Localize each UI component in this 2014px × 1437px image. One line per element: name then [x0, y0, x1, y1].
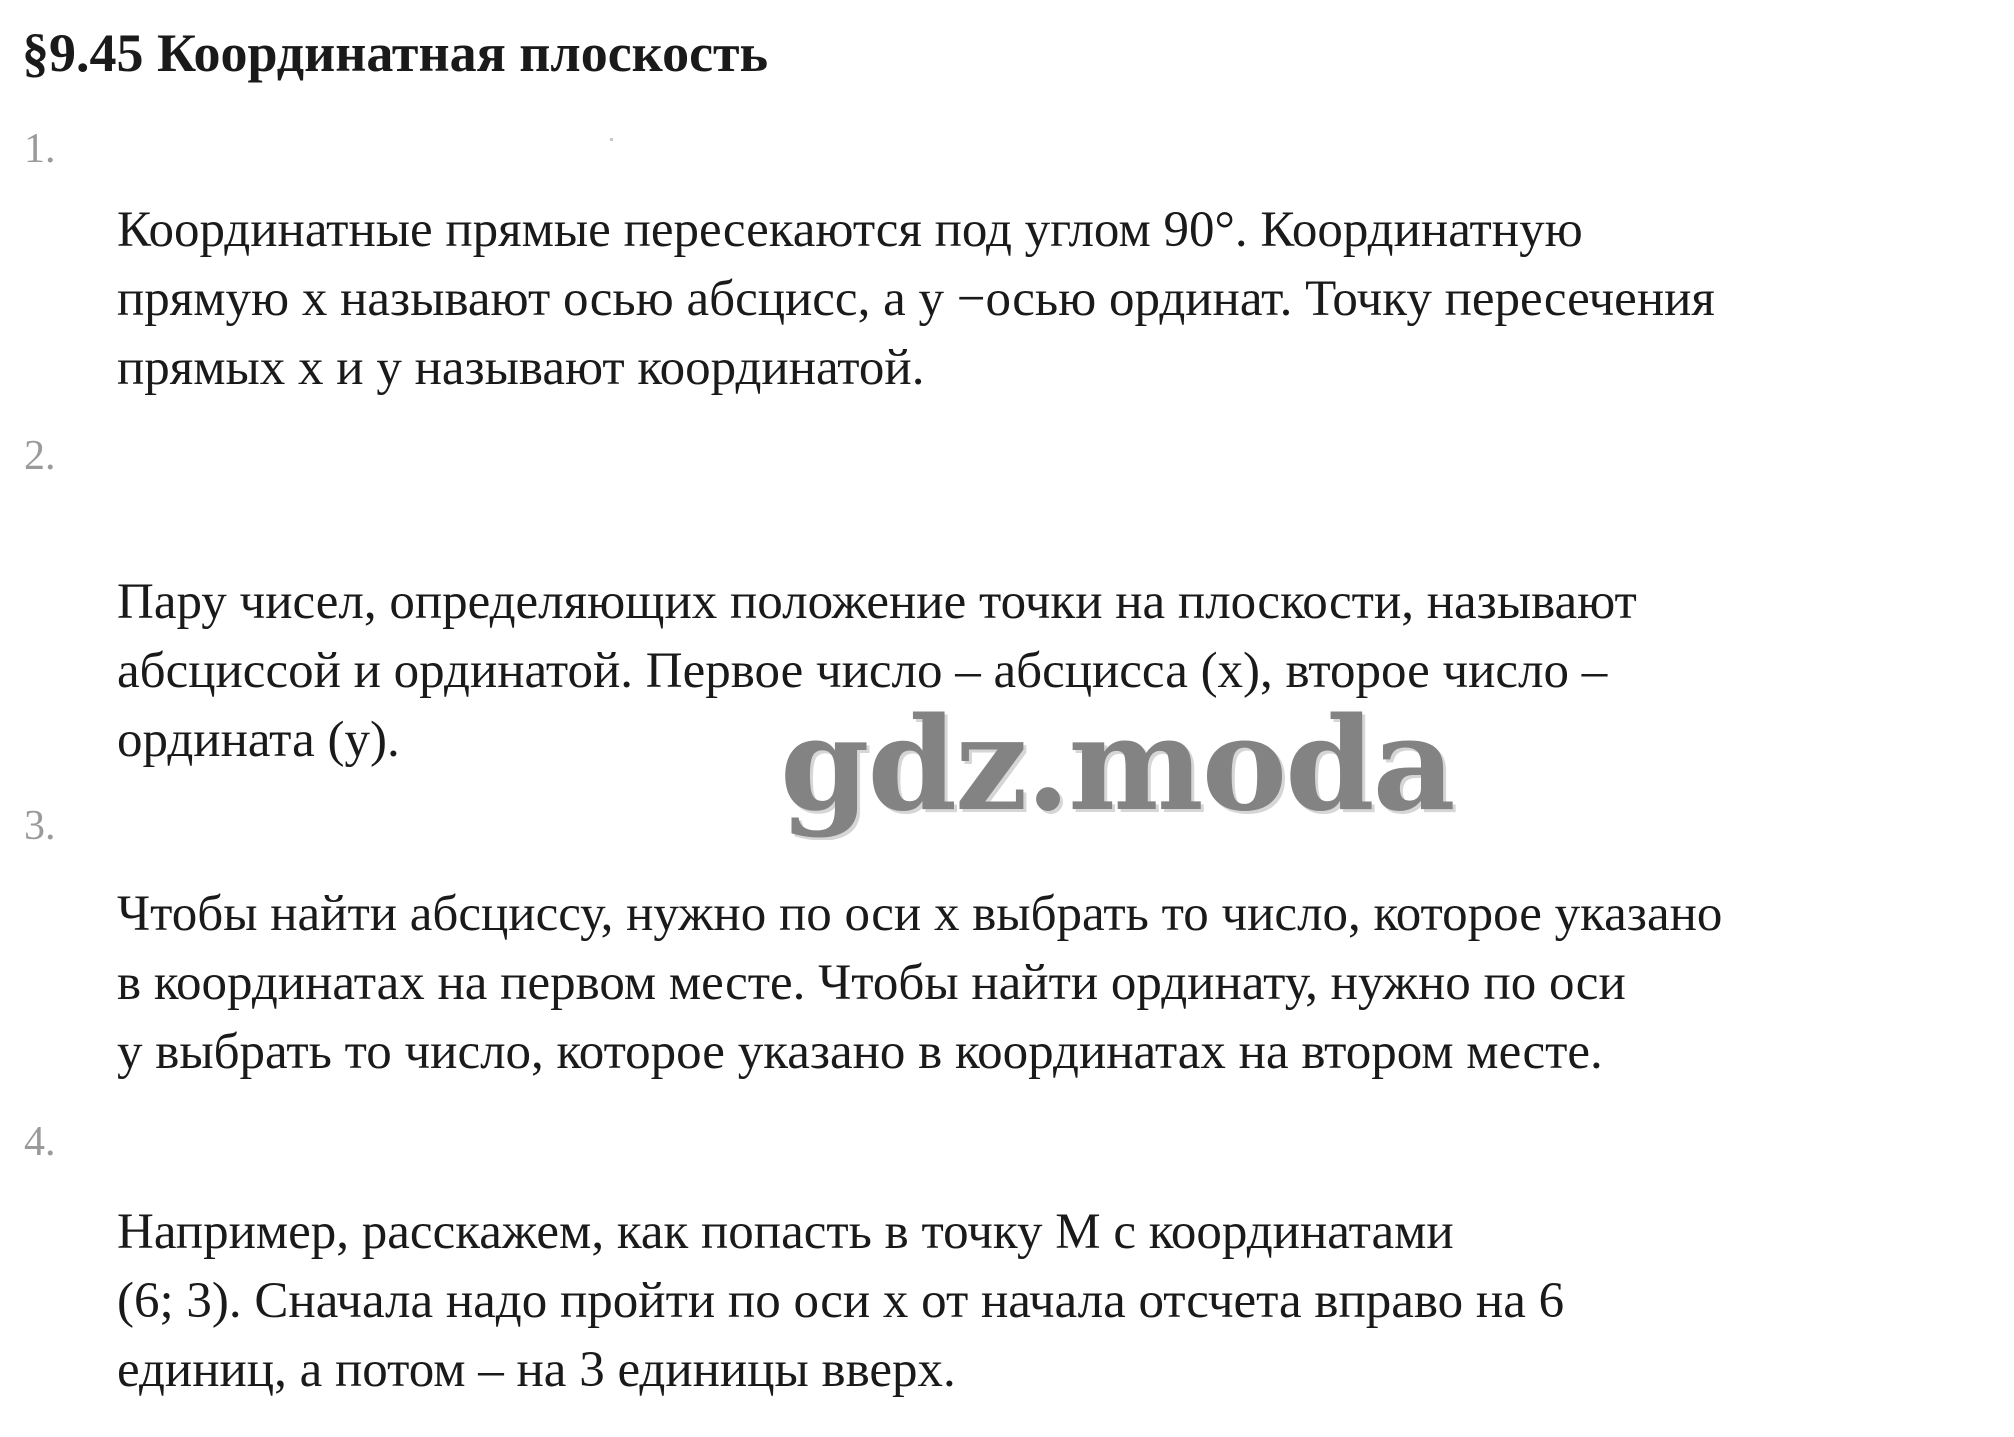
paragraph-line: (6; 3). Сначала надо пройти по оси x от начала отсчета вправо на 6 [117, 1273, 1565, 1329]
paragraph-line: прямых x и y называют координатой. [117, 340, 925, 396]
paragraph-line: ордината (y). [117, 712, 400, 768]
paragraph-line: Координатные прямые пересекаются под углом 90°. Координатную [117, 202, 1583, 258]
paragraph-line: прямую x называют осью абсцисс, а y −осью ординат. Точку пересечения [117, 271, 1715, 327]
paragraph-line: абсциссой и ординатой. Первое число – абсцисса (x), второе число – [117, 643, 1608, 699]
paragraph-line: y выбрать то число, которое указано в координатах на втором месте. [117, 1024, 1603, 1080]
paragraph-line: единиц, а потом – на 3 единицы вверх. [117, 1342, 956, 1398]
paragraph-line: Чтобы найти абсциссу, нужно по оси x выбрать то число, которое указано [117, 886, 1723, 942]
item-number-4: 4. [24, 1119, 56, 1165]
item-number-1: 1. [24, 126, 56, 172]
item-number-3: 3. [24, 803, 56, 849]
section-title: §9.45 Координатная плоскость [22, 23, 769, 83]
watermark: gdz.moda [780, 690, 1454, 840]
answer-paragraph-3 [117, 880, 1997, 1087]
answer-paragraph-4 [117, 1198, 1997, 1405]
paragraph-line: Например, расскажем, как попасть в точку M с координатами [117, 1204, 1454, 1260]
item-number-2: 2. [24, 433, 56, 479]
paragraph-line: Пару чисел, определяющих положение точки на плоскости, называют [117, 574, 1637, 630]
paragraph-line: в координатах на первом месте. Чтобы найти ординату, нужно по оси [117, 955, 1626, 1011]
scan-speck [610, 138, 613, 141]
answer-paragraph-1 [117, 196, 1997, 403]
